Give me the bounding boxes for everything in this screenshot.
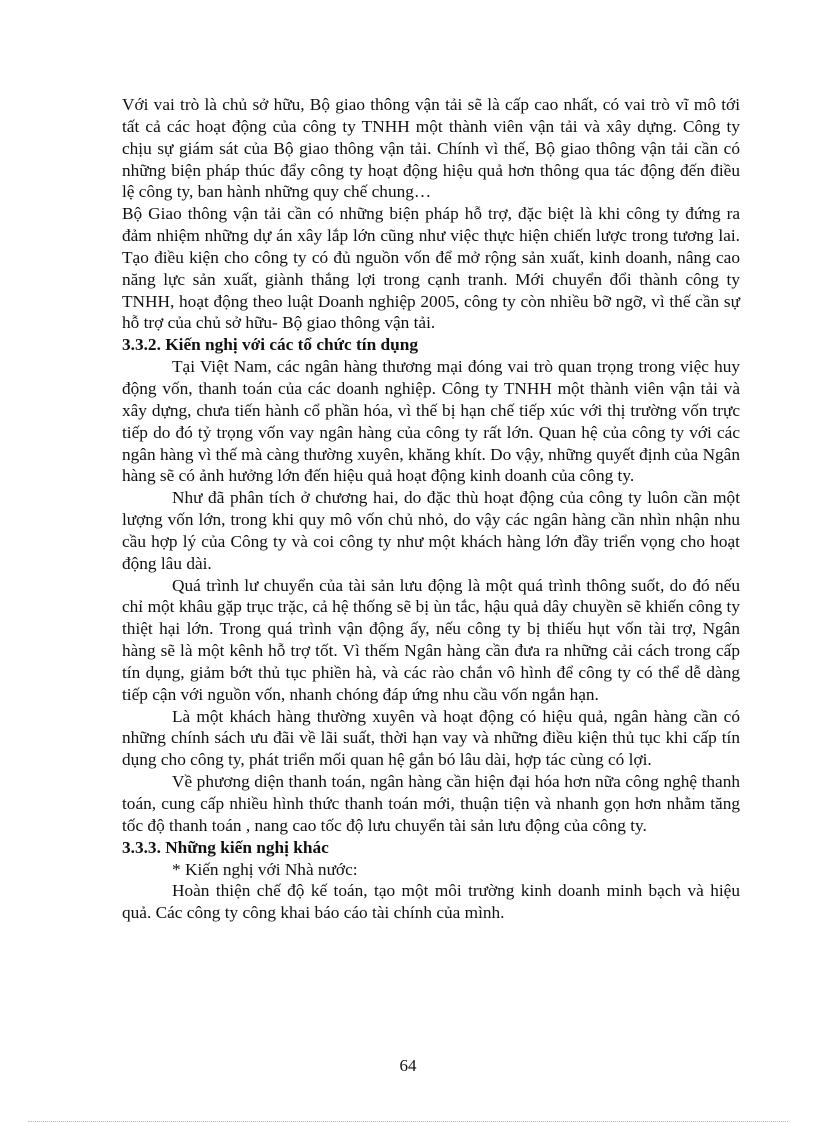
paragraph-ministry-role: Với vai trò là chủ sở hữu, Bộ giao thông vận tải sẽ là cấp cao nhất, có vai trò vĩ mô tới tất cả các hoạt động của công ty TNHH một thành viên vận tải và xây dựng. Công ty chịu sự giám sát của Bộ giao thông vận tải. Chính vì thế, Bộ giao thông vận tải cần có những biện pháp thúc đẩy công ty hoạt động hiệu quả hơn thông qua tác động đến điều lệ công ty, ban hành những quy chế chung… [122, 95, 740, 202]
paragraph-accounting-regime: Hoàn thiện chế độ kế toán, tạo một môi trường kinh doanh minh bạch và hiệu quả. Các công ty công khai báo cáo tài chính của mình. [122, 881, 740, 923]
subheading-state-recommendations: * Kiến nghị với Nhà nước: [172, 859, 358, 879]
paragraph-preferential-policies: Là một khách hàng thường xuyên và hoạt động có hiệu quả, ngân hàng cần có những chính sách ưu đãi về lãi suất, thời hạn vay và những điều kiện thủ tục khi cấp tín dụng cho công ty, phát triển mối quan hệ gắn bó lâu dài, hợp tác cùng có lợi. [122, 706, 740, 770]
paragraph-capital-needs: Như đã phân tích ở chương hai, do đặc thù hoạt động của công ty luôn cần một lượng vốn lớn, trong khi quy mô vốn chủ nhỏ, do vậy các ngân hàng cần nhìn nhận nhu cầu hợp lý của Công ty và coi công ty như một khách hàng lớn đầy triển vọng cho hoạt động lâu dài. [122, 488, 740, 573]
paragraph-ministry-support: Bộ Giao thông vận tải cần có những biện pháp hỗ trợ, đặc biệt là khi công ty đứng ra đảm nhiệm những dự án xây lắp lớn cũng như việc thực hiện chiến lược trong tương lai. Tạo điều kiện cho công ty có đủ nguồn vốn để mở rộng sản xuất, kinh doanh, nâng cao năng lực sản xuất, giành thắng lợi trong cạnh tranh. Mới chuyển đổi thành công ty TNHH, hoạt động theo luật Doanh nghiệp 2005, công ty còn nhiều bỡ ngỡ, vì thế cần sự hỗ trợ của chủ sở hữu- Bộ giao thông vận tải. [122, 204, 740, 333]
document-body [122, 94, 740, 924]
page-bottom-divider [28, 1121, 788, 1122]
paragraph-payment-modernization: Về phương diện thanh toán, ngân hàng cần hiện đại hóa hơn nữa công nghệ thanh toán, cung cấp nhiều hình thức thanh toán mới, thuận tiện và nhanh gọn hơn nhằm tăng tốc độ thanh toán , nang cao tốc độ lưu chuyển tài sản lưu động của công ty. [122, 772, 740, 835]
page-number: 64 [399, 1056, 417, 1075]
section-heading-credit-institutions: 3.3.2. Kiến nghị với các tổ chức tín dụng [122, 335, 418, 355]
paragraph-working-capital: Quá trình lư chuyển của tài sản lưu động là một quá trình thông suốt, do đó nếu chỉ một khâu gặp trục trặc, cả hệ thống sẽ bị ùn tắc, hậu quả dây chuyền sẽ khiến công ty thiệt hại lớn. Trong quá trình vận động ấy, nếu công ty bị thiếu hụt vốn tài trợ, Ngân hàng sẽ là một kênh hỗ trợ tốt. Vì thếm Ngân hàng cần đưa ra những cải cách trong cấp tín dụng, giảm bớt thủ tục phiền hà, và các rào chắn vô hình để công ty có thể dễ dàng tiếp cận với nguồn vốn, nhanh chóng đáp ứng nhu cầu vốn ngắn hạn. [122, 575, 740, 704]
paragraph-banks-role: Tại Việt Nam, các ngân hàng thương mại đóng vai trò quan trọng trong việc huy động vốn, thanh toán của các doanh nghiệp. Công ty TNHH một thành viên vận tải và xây dựng, chưa tiến hành cổ phần hóa, vì thế bị hạn chế tiếp xúc với thị trường vốn trực tiếp do đó tỷ trọng vốn vay ngân hàng của công ty rất lớn. Quan hệ của công ty với các ngân hàng vì thế mà càng thường xuyên, khăng khít. Do vậy, những quyết định của Ngân hàng sẽ có ảnh hưởng lớn đến hiệu quả hoạt động kinh doanh của công ty. [122, 357, 740, 486]
section-heading-other-recommendations: 3.3.3. Những kiến nghị khác [122, 837, 329, 857]
